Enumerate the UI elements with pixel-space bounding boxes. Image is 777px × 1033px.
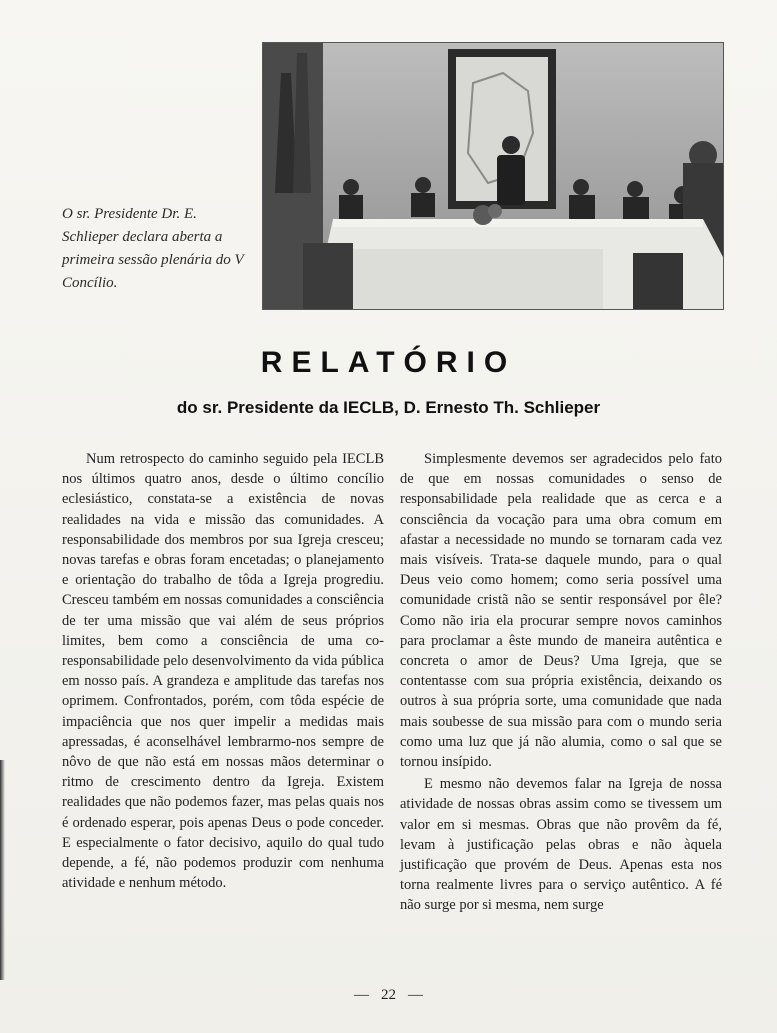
page-number-dash-right: —: [408, 987, 423, 1003]
photo-caption: O sr. Presidente Dr. E. Schlieper declara aberta a primeira sessão plenária do V Concílio.: [62, 206, 244, 291]
page-number-value: 22: [381, 987, 396, 1003]
article-subtitle: do sr. Presidente da IECLB, D. Ernesto Th. Schlieper: [176, 398, 601, 417]
paragraph: E mesmo não devemos falar na Igreja de nossa atividade de nossas obras assim como se tivessem um valor em si mesmas. Obras que não provêm da fé, levam à justificação pelas obras e não àquela justificação que provém de Deus. Apenas esta nos torna realmente livres para o serviço autêntico. A fé não surge por si mesma, nem surge: [400, 776, 722, 914]
paragraph: Simplesmente devemos ser agradecidos pelo fato de que em nossas comunidades o senso de responsabilidade pela realidade que as cerca e a consciência da vocação para uma obra comum em afastar a necessidade no mundo se tornaram cada vez mais visíveis. Trata-se daquele mundo, para o qual Deus veio como homem; como seria possível uma comunidade cristã não se sentir responsável por êle? Como não iria ela procurar sempre novos caminhos para proclamar a êste mundo de maneira autêntica e concreta o amor de Deus? Uma Igreja, que se contentasse com sua própria existência, deixando os outros à sua própria sorte, uma comunidade que nada mais soubesse de sua missão para com o mundo seria como uma luz que já não alumia, como o sal que se tornou insípido.: [400, 451, 722, 771]
meeting-photo: [262, 42, 724, 310]
scan-edge-shadow: [0, 760, 5, 980]
left-column: [62, 449, 384, 893]
meeting-photo-illustration: [263, 43, 723, 309]
page-number-dash-left: —: [354, 987, 369, 1003]
page-number: [0, 987, 777, 1004]
article-title: RELATÓRIO: [260, 346, 517, 379]
paragraph: Num retrospecto do caminho seguido pela IECLB nos últimos quatro anos, desde o último concílio eclesiástico, constata-se a existência de novas realidades na vida e missão das comunidades. A responsabilidade dos membros por sua Igreja cresceu; novas tarefas e obras foram encetadas; o planejamento e orientação do trabalho de tôda a Igreja progrediu. Cresceu também em nossas comunidades a consciência de ter uma missão que vai além de seus próprios limites, bem como a consciência de uma co-responsabilidade pelo desenvolvimento da vida pública em nosso país. A grandeza e amplitude das tarefas nos oprimem. Confrontados, porém, com tôda espécie de impaciência que nos quer impelir a medidas mais apressadas, é aconselhável lembrarmo-nos sempre de nôvo de que não está em nossas mãos determinar o ritmo de crescimento dentro da Igreja. Existem realidades que não podemos fazer, mas pelas quais nos é ordenado esperar, pois apenas Deus o pode conceder. E especialmente o fator decisivo, aquilo do qual tudo depende, a fé, não podemos produzir com nenhuma atividade e nenhum método.: [62, 451, 384, 892]
right-column: [400, 449, 722, 916]
